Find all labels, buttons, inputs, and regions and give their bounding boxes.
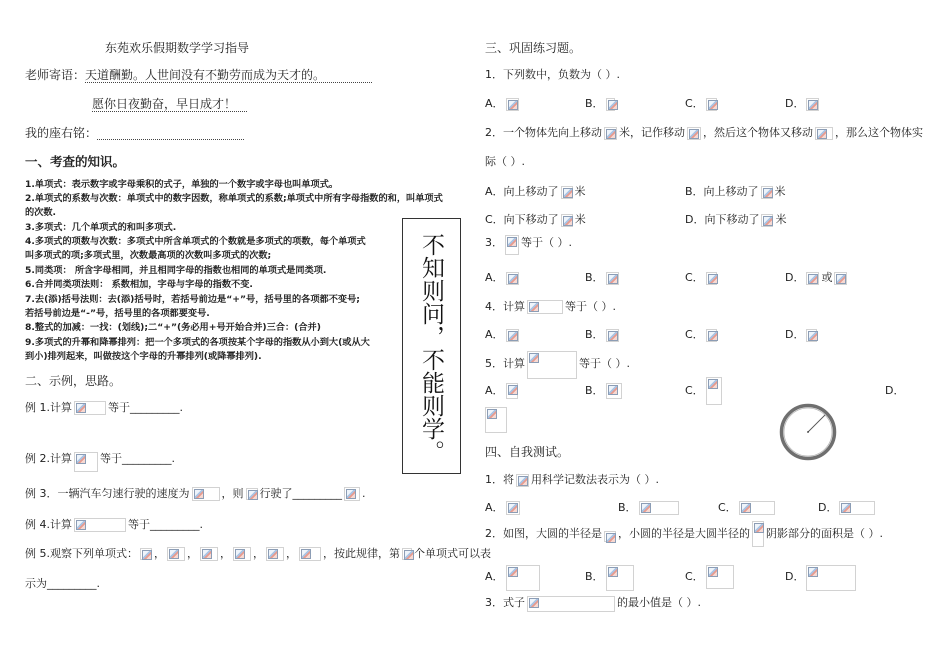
motto-vertical-text: 不知则问，不能则学。 — [418, 233, 444, 463]
broken-image-icon — [606, 565, 634, 591]
knowledge-line: 叫多项式的项;多项式里，次数最高项的次数叫多项式的次数; — [25, 250, 272, 261]
center-point — [807, 431, 809, 433]
practice-q3-option-b — [585, 271, 621, 285]
practice-q2-option-a — [485, 185, 586, 199]
broken-image-icon — [233, 547, 251, 561]
broken-image-icon — [561, 186, 573, 199]
broken-image-icon — [706, 98, 717, 111]
broken-image-icon — [761, 214, 773, 227]
broken-image-icon — [140, 548, 152, 560]
example-text: 等于 — [100, 452, 122, 465]
broken-image-icon — [506, 383, 518, 399]
broken-image-icon — [506, 501, 520, 515]
broken-image-icon — [200, 547, 218, 561]
option-label: D．向下移动了 — [685, 213, 760, 226]
broken-image-icon — [192, 487, 220, 501]
option-label: B． — [585, 271, 604, 284]
question-text: 用科学记数法表示为（ ）. — [531, 473, 659, 486]
practice-q1-option-a — [485, 97, 521, 111]
knowledge-line: 4.多项式的项数与次数：多项式中所含单项式的个数就是多项式的项数，每个单项式 — [25, 236, 366, 247]
question-text: 2．如图，大圆的半径是 — [485, 527, 602, 540]
answer-blank: _________. — [122, 452, 175, 465]
practice-q5-option-d-image — [485, 406, 507, 420]
knowledge-line: 3.多项式：几个单项式的和叫多项式. — [25, 222, 177, 233]
motto-blank — [97, 126, 244, 140]
self-test-q2-option-d — [785, 570, 858, 584]
question-text: ，那么这个物体实 — [835, 126, 923, 139]
answer-blank: _________ — [292, 487, 342, 500]
broken-image-icon — [516, 474, 529, 487]
example-text: 例 5.观察下列单项式： — [25, 547, 138, 560]
broken-image-icon — [806, 565, 856, 591]
broken-image-icon — [527, 596, 615, 612]
knowledge-line: 5.同类项： 所含字母相同，并且相同字母的指数也相同的单项式是同类项. — [25, 265, 327, 276]
broken-image-icon — [74, 452, 98, 472]
option-unit: 米 — [574, 213, 586, 226]
broken-image-icon — [739, 501, 775, 515]
example-text: 示为 — [25, 577, 47, 590]
example-1 — [25, 401, 183, 415]
self-test-q1-option-a — [485, 501, 522, 515]
question-text: ，然后这个物体又移动 — [703, 126, 813, 139]
practice-q2-option-d — [685, 213, 786, 227]
question-text: 3．式子 — [485, 596, 525, 609]
question-text: ，小圆的半径是大圆半径的 — [618, 527, 750, 540]
practice-q4-option-c — [685, 328, 719, 342]
broken-image-icon — [246, 488, 258, 500]
example-text: 等于 — [108, 401, 130, 414]
question-text: 2．一个物体先向上移动 — [485, 126, 602, 139]
option-label: A． — [485, 501, 504, 514]
broken-image-icon — [506, 329, 519, 342]
broken-image-icon — [761, 186, 773, 199]
example-text: ，则 — [221, 487, 244, 500]
knowledge-line: 9.多项式的升幂和降幂排列：把一个多项式的各项按某个字母的指数从小到大(或从大 — [25, 337, 370, 348]
example-text: 例 2.计算 — [25, 452, 72, 465]
example-text: ， — [187, 547, 198, 560]
broken-image-icon — [344, 487, 360, 501]
practice-q1-option-b — [585, 97, 617, 111]
answer-blank: _________. — [47, 577, 100, 590]
practice-q3-option-d — [785, 271, 849, 285]
example-text: 等于 — [128, 518, 150, 531]
broken-image-icon — [527, 300, 563, 314]
broken-image-icon — [266, 547, 284, 561]
question-text: 4．计算 — [485, 300, 525, 313]
practice-q2-stem-continued: 际（ ）. — [485, 155, 525, 168]
example-text: ， — [154, 547, 165, 560]
broken-image-icon — [687, 127, 701, 140]
option-label: C． — [685, 271, 704, 284]
circle-figure — [778, 402, 838, 462]
practice-q3-stem — [485, 236, 572, 250]
question-text: 的最小值是（ ）. — [617, 596, 701, 609]
example-text: ，按此规律，第 — [323, 547, 400, 560]
answer-blank: _________. — [130, 401, 183, 414]
broken-image-icon — [815, 127, 833, 140]
practice-q5-stem — [485, 357, 630, 371]
practice-q5-option-b — [585, 384, 624, 398]
broken-image-icon — [834, 272, 847, 285]
section-heading-knowledge: 一、考查的知识。 — [25, 154, 126, 169]
knowledge-line: 7.去(添)括号法则：去(添)括号时，若括号前边是“+”号，括号里的各项都不变号; — [25, 294, 360, 305]
option-label: B． — [585, 384, 604, 397]
broken-image-icon — [639, 501, 679, 515]
broken-image-icon — [506, 565, 540, 591]
broken-image-icon — [74, 518, 126, 532]
teacher-label: 老师寄语： — [25, 68, 86, 82]
knowledge-line: 的次数. — [25, 207, 57, 218]
page-title: 东苑欢乐假期数学学习指导 — [105, 41, 250, 55]
option-label: B． — [618, 501, 637, 514]
broken-image-icon — [752, 521, 764, 547]
option-label: D． — [818, 501, 838, 514]
broken-image-icon — [505, 235, 519, 255]
practice-q1-option-d — [785, 97, 821, 111]
broken-image-icon — [806, 272, 819, 285]
practice-q4-stem — [485, 300, 616, 314]
option-label: B． — [585, 570, 604, 583]
practice-q5-option-a — [485, 384, 520, 398]
broken-image-icon — [806, 98, 819, 111]
teacher-wish: 愿你日夜勤奋，早日成才！ — [92, 97, 247, 112]
option-label: D． — [785, 328, 805, 341]
teacher-message-line — [25, 68, 372, 83]
broken-image-icon — [706, 377, 722, 405]
option-label: B． — [585, 97, 604, 110]
broken-image-icon — [299, 547, 321, 561]
broken-image-icon — [604, 127, 617, 140]
option-unit: 米 — [574, 185, 586, 198]
practice-q3-option-c — [685, 271, 719, 285]
example-4 — [25, 518, 203, 532]
option-label: A．向上移动了 — [485, 185, 559, 198]
question-text: 5．计算 — [485, 357, 525, 370]
example-text: 行驶了 — [259, 487, 293, 500]
self-test-q2-option-b — [585, 570, 636, 584]
knowledge-line: 6.合并同类项法则： 系数相加，字母与字母的指数不变. — [25, 279, 253, 290]
knowledge-line: 1.单项式：表示数字或字母乘积的式子，单独的一个数字或字母也叫单项式。 — [25, 179, 339, 190]
practice-q4-option-d — [785, 328, 819, 342]
section-heading-self-test: 四、自我测试。 — [485, 445, 570, 459]
example-5 — [25, 547, 491, 561]
practice-q3-option-a — [485, 271, 521, 285]
example-text: ， — [253, 547, 264, 560]
example-text: 例 1.计算 — [25, 401, 72, 414]
broken-image-icon — [485, 407, 507, 433]
broken-image-icon — [706, 329, 717, 342]
question-text: 等于（ ）. — [521, 236, 572, 249]
example-text: . — [362, 487, 366, 500]
option-unit: 米 — [775, 213, 787, 226]
option-label: D． — [785, 97, 805, 110]
motto-line — [25, 126, 244, 140]
example-5-continued — [25, 577, 100, 591]
motto-box — [402, 218, 461, 474]
option-label: C．向下移动了 — [485, 213, 559, 226]
self-test-q1-option-d — [818, 501, 877, 515]
option-label: A． — [485, 271, 504, 284]
broken-image-icon — [606, 272, 619, 285]
option-label: A． — [485, 328, 504, 341]
option-unit: 米 — [774, 185, 786, 198]
motto-label: 我的座右铭： — [25, 126, 98, 140]
example-text: 例 4.计算 — [25, 518, 72, 531]
practice-q1-option-c — [685, 97, 719, 111]
question-text: 等于（ ）. — [565, 300, 616, 313]
practice-q4-option-a — [485, 328, 521, 342]
self-test-q2-option-a — [485, 570, 542, 584]
option-label: B．向上移动了 — [685, 185, 759, 198]
broken-image-icon — [706, 272, 717, 285]
broken-image-icon — [604, 531, 616, 542]
self-test-q1-option-c — [718, 501, 777, 515]
self-test-q1-stem — [485, 473, 659, 487]
broken-image-icon — [402, 548, 412, 560]
question-text: 1．将 — [485, 473, 514, 486]
answer-blank: _________. — [150, 518, 203, 531]
practice-q2-option-b — [685, 185, 786, 199]
practice-q5-option-d: D． — [885, 384, 905, 397]
practice-q4-option-b — [585, 328, 621, 342]
practice-q5-option-c — [685, 384, 724, 398]
knowledge-line: 到小)排列起来，叫做按这个字母的升幂排列(或降幂排列). — [25, 351, 262, 362]
option-label: D． — [785, 271, 805, 284]
example-text: 例 3．一辆汽车匀速行驶的速度为 — [25, 487, 190, 500]
practice-q2-stem — [485, 126, 923, 140]
example-text: 个单项式可以表 — [414, 547, 491, 560]
option-label: C． — [718, 501, 737, 514]
broken-image-icon — [806, 329, 817, 342]
broken-image-icon — [527, 351, 577, 379]
teacher-wish-line — [92, 97, 247, 112]
question-text: 3． — [485, 236, 503, 249]
teacher-message: 天道酬勤。人世间没有不勤劳而成为天才的。 — [85, 68, 372, 83]
example-3 — [25, 487, 366, 501]
section-heading-examples: 二、示例，思路。 — [25, 374, 122, 388]
knowledge-line: 8.整式的加减：一找：(划线);二“+”(务必用+号开始合并)三合：(合并) — [25, 322, 321, 333]
example-text: ， — [220, 547, 231, 560]
example-text: ， — [286, 547, 297, 560]
or-text: 或 — [821, 271, 833, 284]
broken-image-icon — [839, 501, 875, 515]
broken-image-icon — [606, 329, 619, 342]
option-label: A． — [485, 384, 504, 397]
question-text: 阴影部分的面积是（ ）. — [766, 527, 883, 540]
section-heading-practice: 三、巩固练习题。 — [485, 41, 582, 55]
question-text: 等于（ ）. — [579, 357, 630, 370]
broken-image-icon — [74, 401, 106, 415]
self-test-q3-stem — [485, 596, 701, 610]
knowledge-line: 若括号前边是“-”号，括号里的各项都要变号. — [25, 308, 210, 319]
self-test-q2-option-c — [685, 570, 736, 584]
broken-image-icon — [506, 272, 519, 285]
option-label: A． — [485, 570, 504, 583]
broken-image-icon — [606, 98, 615, 111]
self-test-q1-option-b — [618, 501, 681, 515]
example-2 — [25, 452, 175, 466]
broken-image-icon — [561, 214, 573, 227]
option-label: C． — [685, 570, 704, 583]
broken-image-icon — [167, 547, 185, 561]
option-label: B． — [585, 328, 604, 341]
option-label: D． — [785, 570, 805, 583]
option-label: C． — [685, 328, 704, 341]
option-label: C． — [685, 384, 704, 397]
practice-q2-option-c — [485, 213, 586, 227]
broken-image-icon — [606, 383, 622, 399]
self-test-q2-stem — [485, 527, 883, 541]
broken-image-icon — [506, 98, 519, 111]
option-label: A． — [485, 97, 504, 110]
practice-q1-stem: 1．下列数中，负数为（ ）. — [485, 68, 620, 81]
broken-image-icon — [706, 565, 734, 589]
option-label: C． — [685, 97, 704, 110]
knowledge-line: 2.单项式的系数与次数：单项式中的数字因数，称单项式的系数;单项式中所有字母指数的和，叫单项式 — [25, 193, 443, 204]
question-text: 米，记作移动 — [619, 126, 685, 139]
